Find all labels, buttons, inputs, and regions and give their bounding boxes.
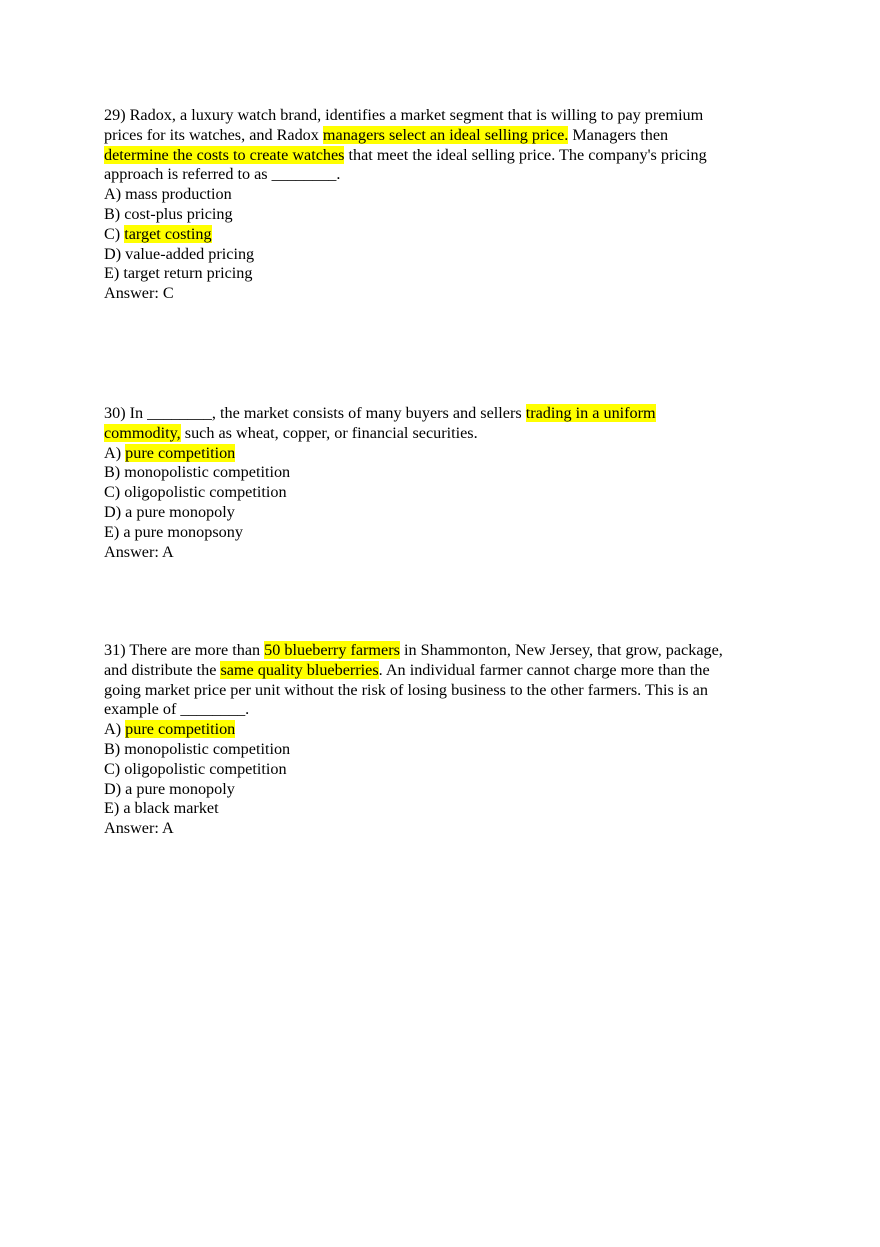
option-prefix: D) — [104, 244, 126, 263]
stem-text: 30) In ________, the market consists of many buyers and sellers — [104, 404, 526, 422]
stem-text: prices for its watches, and Radox — [104, 125, 323, 144]
option-text: mass production — [125, 185, 232, 204]
stem-line — [104, 126, 784, 146]
stem-text: and distribute the — [104, 660, 221, 679]
option-prefix: D) — [104, 502, 126, 521]
option-d — [104, 503, 784, 523]
option-text: target return pricing — [123, 264, 253, 283]
stem-text: 31) There are more than — [104, 641, 265, 659]
answer-options — [104, 720, 784, 819]
option-c — [104, 760, 784, 780]
option-text: value-added pricing — [125, 244, 255, 263]
option-text-highlighted: pure competition — [125, 443, 236, 462]
question-30 — [104, 404, 784, 562]
option-b — [104, 463, 784, 483]
option-text-highlighted: target costing — [124, 224, 212, 243]
option-prefix: C) — [104, 483, 125, 502]
stem-text: 29) Radox, a luxury watch brand, identifies a market segment that is willing to pay premium — [104, 106, 704, 124]
highlighted-text: same quality blueberries — [220, 660, 379, 679]
option-text: oligopolistic competition — [124, 483, 287, 502]
highlighted-text: 50 blueberry farmers — [264, 641, 400, 659]
stem-line — [104, 681, 784, 701]
stem-text: in Shammonton, New Jersey, that grow, package, — [399, 641, 723, 659]
option-prefix: A) — [104, 185, 126, 204]
stem-line — [104, 404, 784, 424]
stem-line — [104, 146, 784, 166]
option-a — [104, 444, 784, 464]
option-prefix: B) — [104, 463, 125, 482]
answer-options — [104, 185, 784, 284]
stem-text: example of ________. — [104, 700, 250, 719]
option-e — [104, 264, 784, 284]
stem-line — [104, 165, 784, 185]
question-stem — [104, 106, 784, 185]
option-prefix: A) — [104, 443, 126, 462]
option-prefix: E) — [104, 264, 124, 283]
option-text: a pure monopoly — [125, 779, 235, 798]
option-a — [104, 720, 784, 740]
option-text-highlighted: pure competition — [125, 720, 236, 739]
option-e — [104, 799, 784, 819]
stem-text: that meet the ideal selling price. The company's pricing — [344, 145, 707, 164]
answer-key: Answer: A — [104, 819, 174, 838]
option-text: oligopolistic competition — [124, 759, 287, 778]
option-b — [104, 205, 784, 225]
stem-text: approach is referred to as ________. — [104, 165, 341, 184]
question-stem — [104, 404, 784, 444]
answer-key: Answer: A — [104, 542, 174, 561]
option-prefix: C) — [104, 224, 125, 243]
option-text: cost-plus pricing — [124, 204, 233, 223]
option-prefix: D) — [104, 779, 126, 798]
stem-line — [104, 424, 784, 444]
option-prefix: B) — [104, 204, 125, 223]
option-d — [104, 245, 784, 265]
option-b — [104, 740, 784, 760]
stem-line — [104, 700, 784, 720]
option-prefix: C) — [104, 759, 125, 778]
option-prefix: A) — [104, 720, 126, 739]
option-prefix: E) — [104, 522, 124, 541]
question-31 — [104, 641, 784, 839]
highlighted-text: commodity, — [104, 423, 181, 442]
question-29 — [104, 106, 784, 304]
option-d — [104, 780, 784, 800]
stem-text: Managers then — [568, 125, 669, 144]
answer-options — [104, 444, 784, 543]
stem-line — [104, 641, 784, 661]
option-c — [104, 483, 784, 503]
highlighted-text: managers select an ideal selling price. — [322, 125, 569, 144]
option-prefix: B) — [104, 739, 125, 758]
stem-text: . An individual farmer cannot charge more than the — [378, 660, 710, 679]
option-a — [104, 185, 784, 205]
stem-text: going market price per unit without the risk of losing business to the other farmers. This is an — [104, 680, 708, 699]
option-e — [104, 523, 784, 543]
answer-key: Answer: C — [104, 284, 174, 303]
option-text: a black market — [123, 799, 219, 818]
question-stem — [104, 641, 784, 720]
option-c — [104, 225, 784, 245]
option-text: monopolistic competition — [124, 463, 291, 482]
stem-line — [104, 106, 784, 126]
option-text: monopolistic competition — [124, 739, 291, 758]
highlighted-text: determine the costs to create watches — [104, 145, 345, 164]
option-text: a pure monopoly — [125, 502, 235, 521]
stem-text: such as wheat, copper, or financial securities. — [180, 423, 478, 442]
option-text: a pure monopsony — [123, 522, 243, 541]
stem-line — [104, 661, 784, 681]
highlighted-text: trading in a uniform — [525, 404, 656, 422]
option-prefix: E) — [104, 799, 124, 818]
